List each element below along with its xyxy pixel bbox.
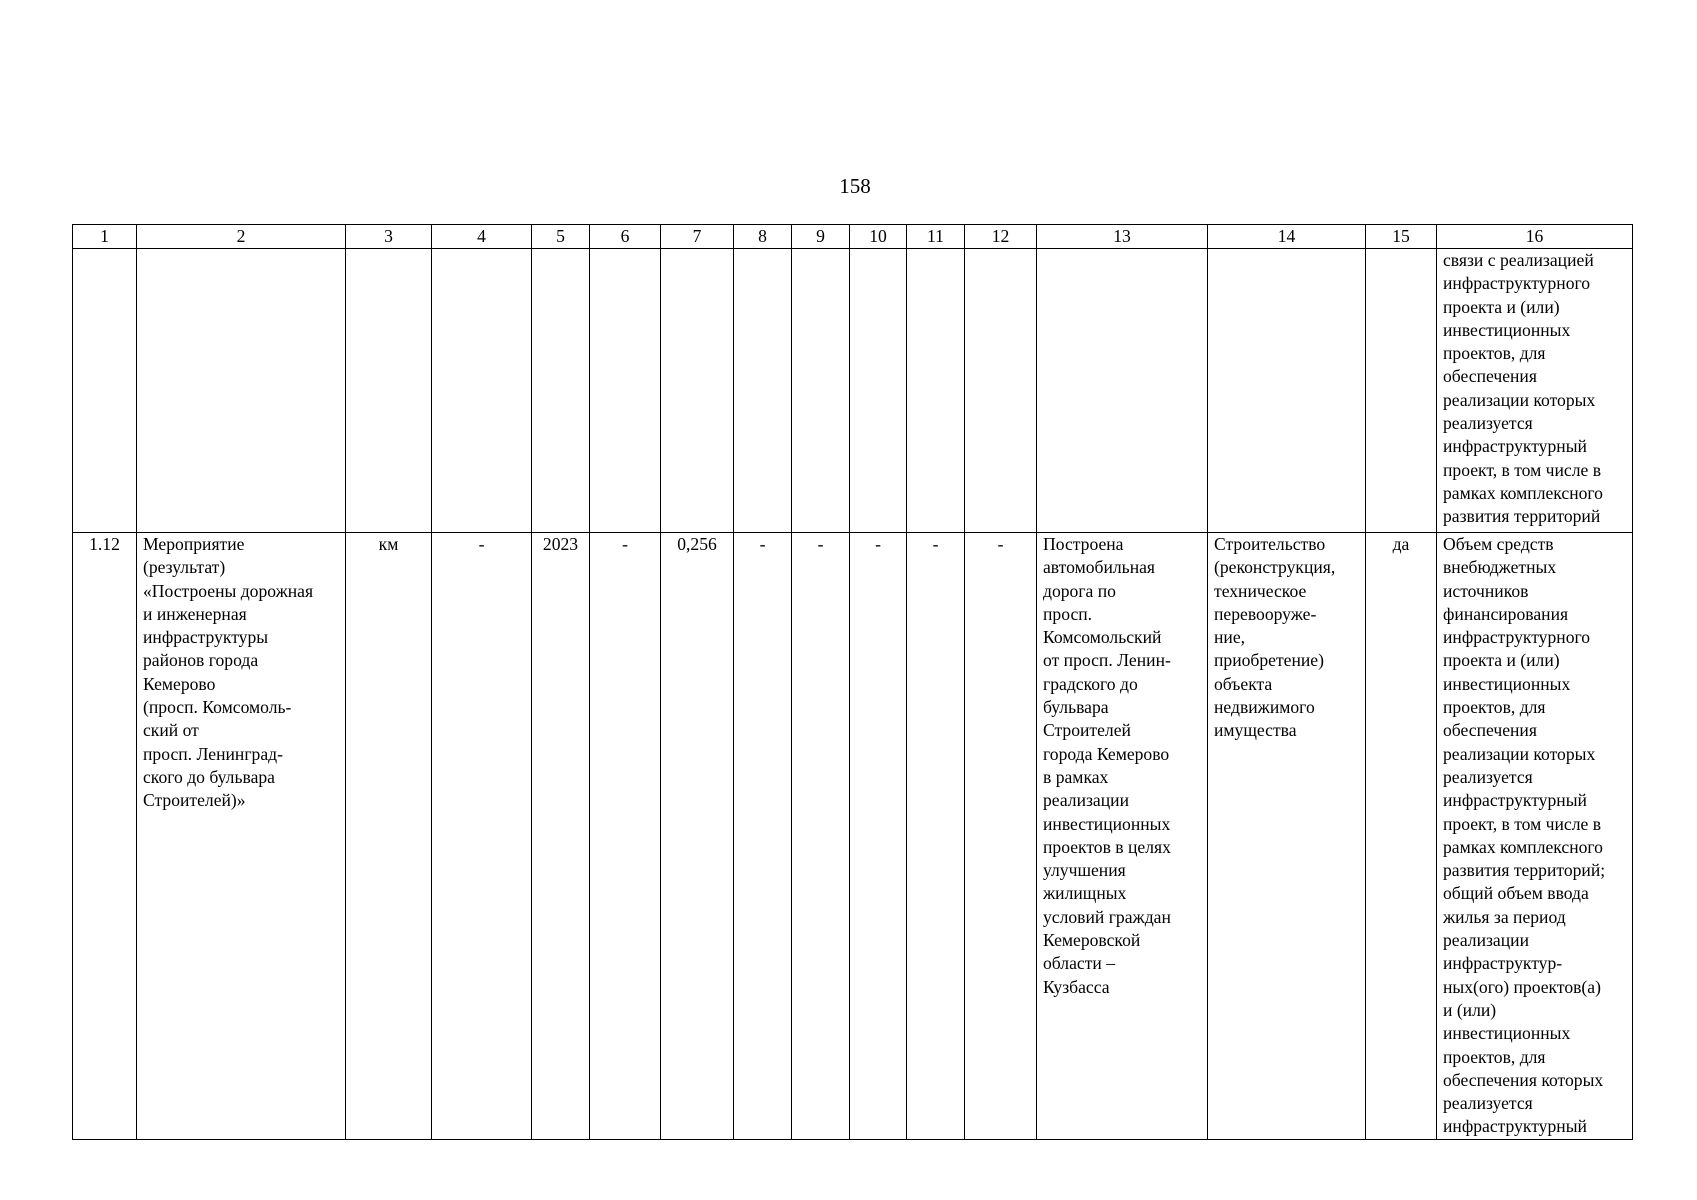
column-header: 2 [137,225,346,249]
table-cell [346,249,432,533]
table-cell [661,249,734,533]
data-table [72,224,1633,1140]
result-description-cell: Построена автомобильная дорога по просп. Комсомольский от просп. Ленин- градского до бульвара Строителей города Кемерово в рамках реализации инвестиционных проектов в целях улучшения жилищных условий граждан Кемеровской области – Кузбасса [1037,533,1208,1140]
table-cell [792,249,850,533]
table-cell: - [432,533,532,1140]
table-cell [734,249,792,533]
table-cell [1037,249,1208,533]
column-header: 16 [1437,225,1633,249]
table-cell [73,249,137,533]
column-header: 5 [532,225,590,249]
indicator-description-cell: Объем средств внебюджетных источников финансирования инфраструктурного проекта и (или) инвестиционных проектов, для обеспечения реализации которых реализуется инфраструктурный проект, в том числе в рамках комплексного развития территорий; общий объем ввода жилья за период реализации инфраструктур- ных(ого) проектов(а) и (или) инвестиционных проектов, для обеспечения которых реализуется инфраструктурный [1437,533,1633,1140]
unit-cell: км [346,533,432,1140]
table-cell [532,249,590,533]
table-cell: - [965,533,1037,1140]
column-header: 13 [1037,225,1208,249]
column-header: 3 [346,225,432,249]
table-cell [1366,249,1437,533]
column-header: 6 [590,225,661,249]
table-cell [1208,249,1366,533]
column-header: 9 [792,225,850,249]
column-header: 1 [73,225,137,249]
flag-cell: да [1366,533,1437,1140]
column-header: 11 [907,225,965,249]
page-number: 158 [839,174,871,198]
table-cell [590,249,661,533]
column-header: 10 [850,225,907,249]
continuation-note-cell: связи с реализацией инфраструктурного проекта и (или) инвестиционных проектов, для обеспечения реализации которых реализуется инфраструктурный проект, в том числе в рамках комплексного развития территорий [1437,249,1633,533]
table-cell [137,249,346,533]
table-cell: - [850,533,907,1140]
table-cell [907,249,965,533]
table-cell [850,249,907,533]
column-header: 14 [1208,225,1366,249]
column-header: 12 [965,225,1037,249]
table-cell [432,249,532,533]
value-cell: 0,256 [661,533,734,1140]
column-header: 4 [432,225,532,249]
table-cell [965,249,1037,533]
result-type-cell: Строительство (реконструкция, техническое перевооруже- ние, приобретение) объекта недвижимого имущества [1208,533,1366,1140]
table-row-continuation [73,249,1633,533]
table-cell: - [792,533,850,1140]
column-header: 7 [661,225,734,249]
table-header-row [73,225,1633,249]
table-cell: - [734,533,792,1140]
table-cell: - [907,533,965,1140]
table-cell: - [590,533,661,1140]
row-number-cell: 1.12 [73,533,137,1140]
table-row-1-12 [73,533,1633,1140]
year-cell: 2023 [532,533,590,1140]
column-header: 15 [1366,225,1437,249]
column-header: 8 [734,225,792,249]
event-name-cell: Мероприятие (результат) «Построены дорожная и инженерная инфраструктуры районов города Кемерово (просп. Комсомоль- ский от просп. Ленинград- ского до бульвара Строителей)» [137,533,346,1140]
